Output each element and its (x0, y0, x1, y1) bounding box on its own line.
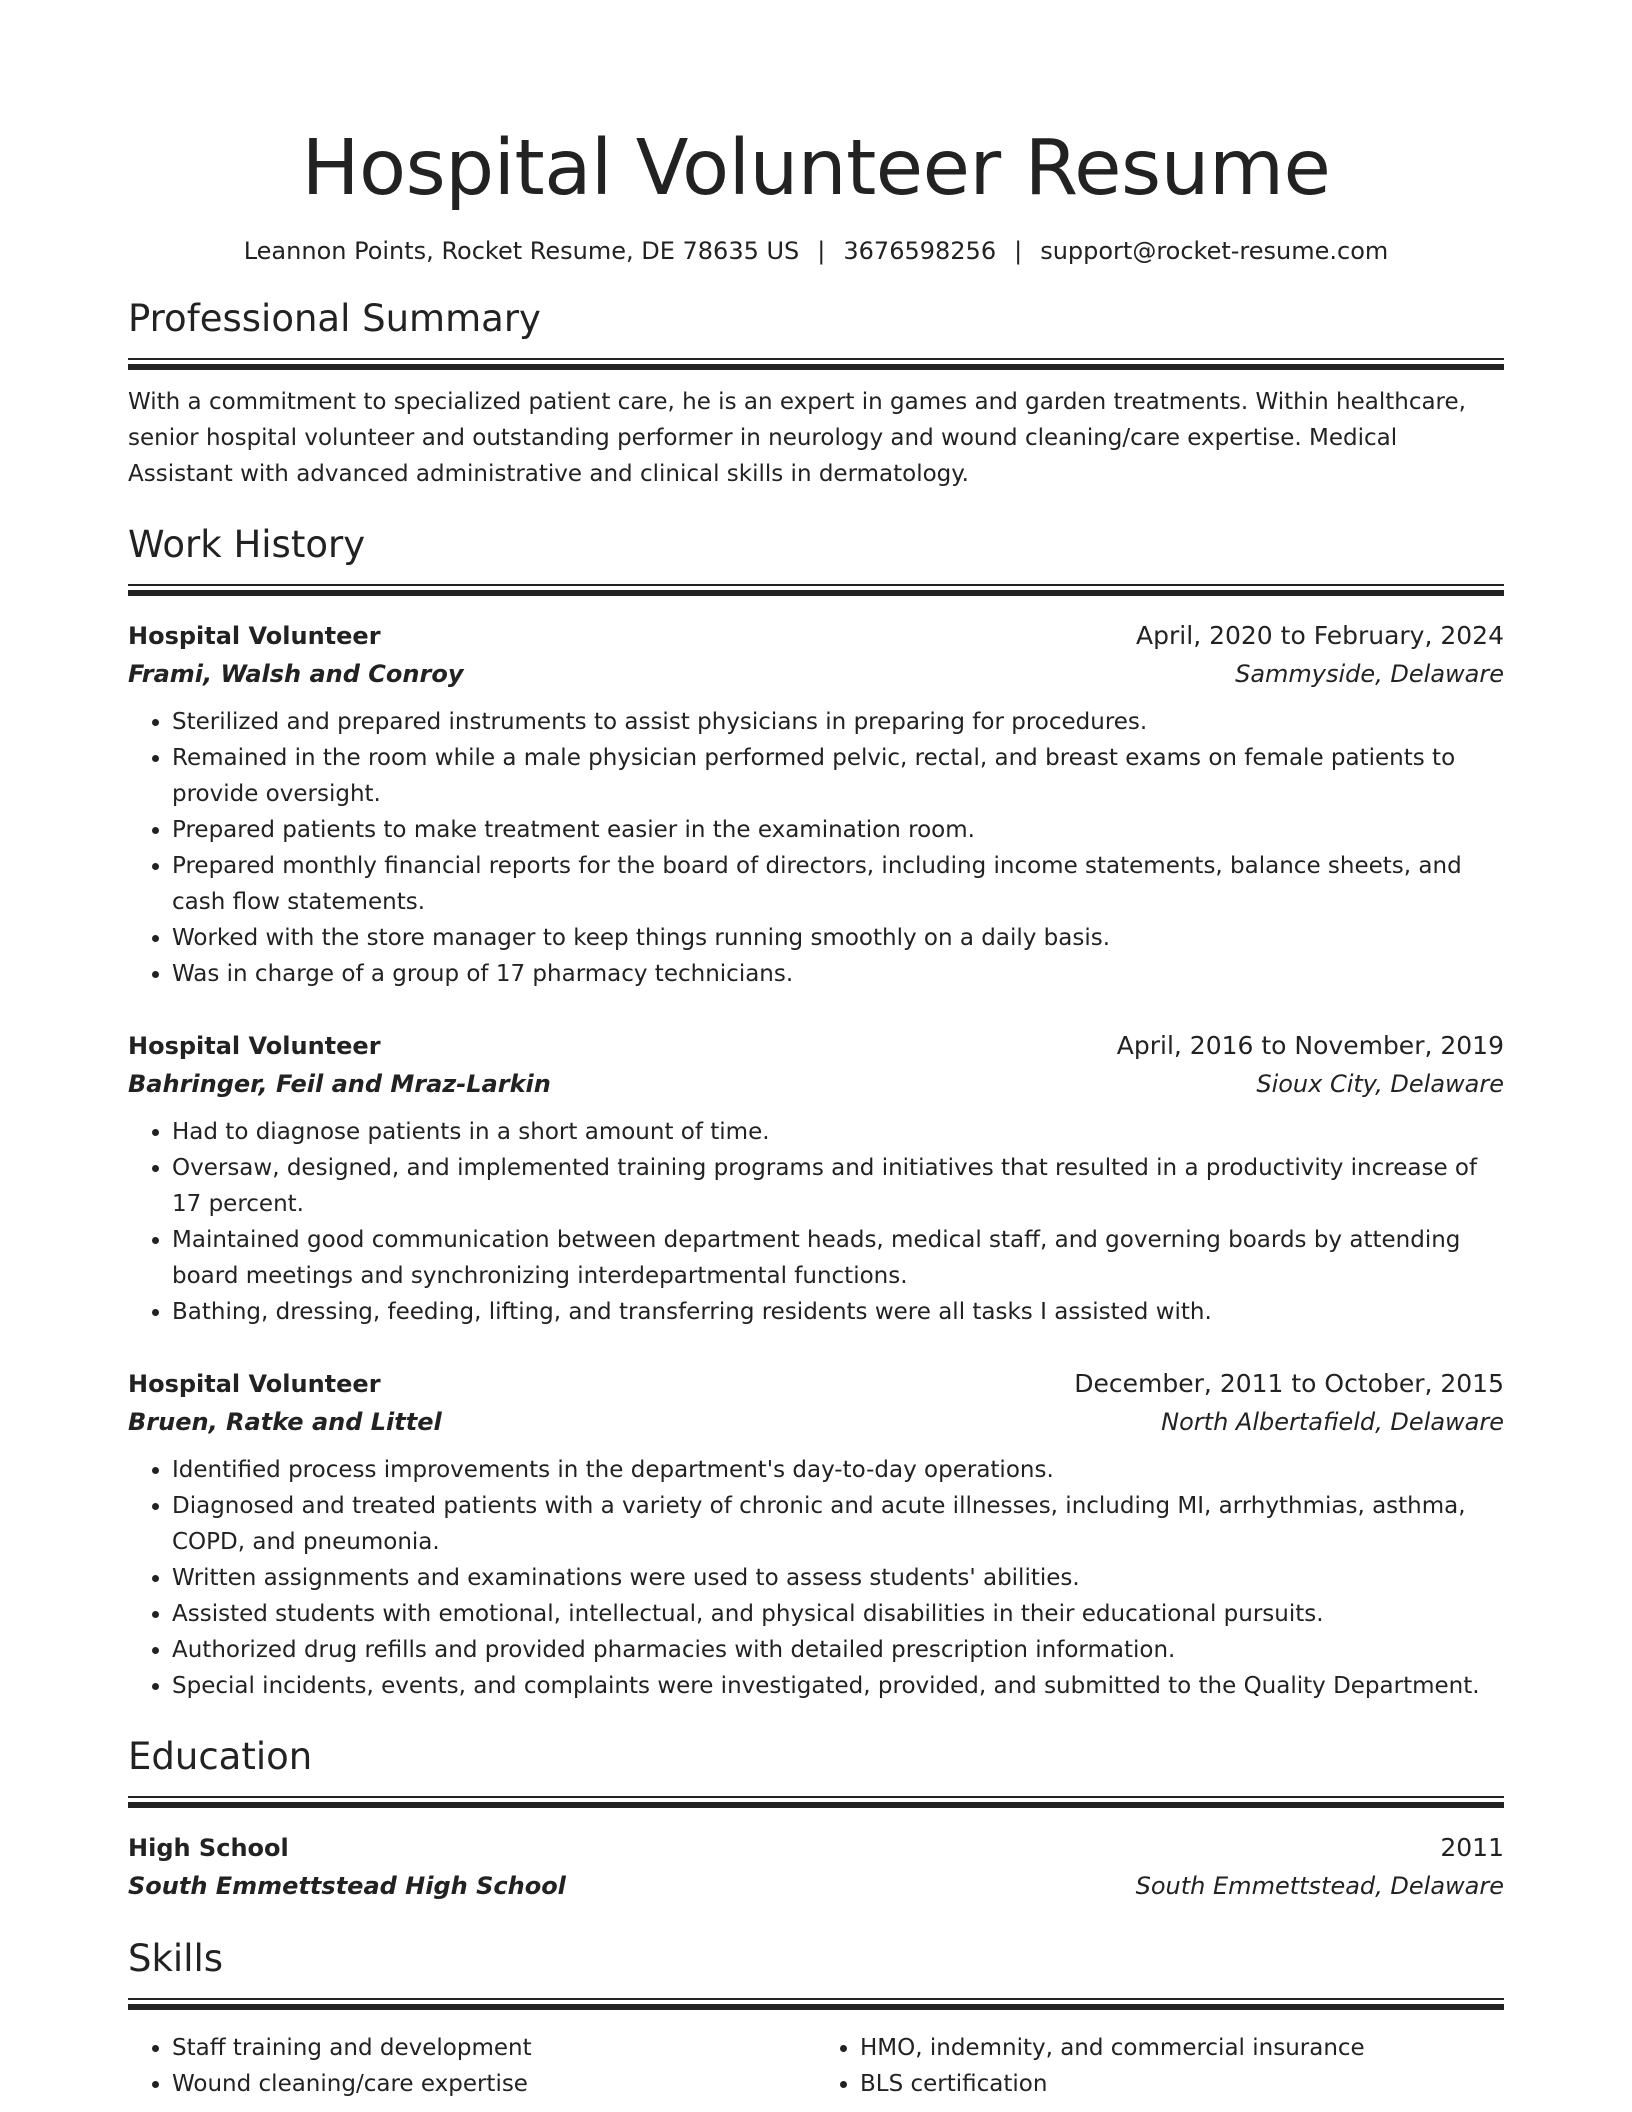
job-entry (128, 1028, 1504, 1330)
section-divider (128, 358, 1504, 370)
job-dates: April, 2020 to February, 2024 (1136, 621, 1504, 650)
contact-separator: | (817, 237, 826, 265)
skills-column-right (816, 2030, 1504, 2102)
education-year: 2011 (1440, 1833, 1504, 1862)
education-location: South Emmettstead, Delaware (1135, 1872, 1504, 1900)
job-location: North Albertafield, Delaware (1161, 1408, 1504, 1436)
education-degree: High School (128, 1834, 289, 1862)
skill-item: • Staff training and development (172, 2030, 816, 2066)
skill-item: • Wound cleaning/care expertise (172, 2066, 816, 2102)
skills-list (128, 2030, 1504, 2102)
job-bullet: • Assisted students with emotional, intellectual, and physical disabilities in their educational pursuits. (172, 1596, 1504, 1632)
contact-line (128, 236, 1504, 266)
contact-email: support@rocket-resume.com (1040, 237, 1389, 265)
education-school: South Emmettstead High School (128, 1872, 566, 1900)
section-divider (128, 1796, 1504, 1808)
job-bullet: • Had to diagnose patients in a short amount of time. (172, 1114, 1504, 1150)
job-bullet: • Diagnosed and treated patients with a variety of chronic and acute illnesses, including MI, arrhythmias, asthma, COPD, and pneumonia. (172, 1488, 1504, 1560)
work-history-list (128, 618, 1504, 1704)
job-role: Hospital Volunteer (128, 1032, 381, 1060)
section-divider (128, 1998, 1504, 2010)
job-location: Sioux City, Delaware (1256, 1070, 1504, 1098)
contact-phone: 3676598256 (843, 237, 997, 265)
skills-column-left (128, 2030, 816, 2102)
job-bullet: • Was in charge of a group of 17 pharmacy technicians. (172, 956, 1504, 992)
job-role: Hospital Volunteer (128, 622, 381, 650)
job-bullets (128, 1114, 1504, 1330)
job-bullet: • Written assignments and examinations were used to assess students' abilities. (172, 1560, 1504, 1596)
skill-item: • BLS certification (860, 2066, 1504, 2102)
job-dates: April, 2016 to November, 2019 (1116, 1031, 1504, 1060)
section-heading-education: Education (128, 1735, 313, 1778)
job-bullet: • Prepared monthly financial reports for the board of directors, including income statements, balance sheets, and cash flow statements. (172, 848, 1504, 920)
job-entry (128, 1366, 1504, 1704)
education-entry (128, 1830, 1504, 1906)
contact-address: Leannon Points, Rocket Resume, DE 78635 US (243, 237, 800, 265)
skill-item: • HMO, indemnity, and commercial insurance (860, 2030, 1504, 2066)
job-bullet: • Authorized drug refills and provided pharmacies with detailed prescription information. (172, 1632, 1504, 1668)
job-bullets (128, 704, 1504, 992)
job-bullet: • Identified process improvements in the department's day-to-day operations. (172, 1452, 1504, 1488)
job-dates: December, 2011 to October, 2015 (1074, 1369, 1504, 1398)
job-bullet: • Sterilized and prepared instruments to assist physicians in preparing for procedures. (172, 704, 1504, 740)
summary-text: With a commitment to specialized patient care, he is an expert in games and garden treatments. Within healthcare, senior hospital volunteer and outstanding performer in neurology and wound cleaning/care expertise. Medical Assistant with advanced administrative and clinical skills in dermatology. (128, 389, 1466, 487)
job-company: Bahringer, Feil and Mraz-Larkin (128, 1070, 551, 1098)
job-company: Bruen, Ratke and Littel (128, 1408, 442, 1436)
section-divider (128, 584, 1504, 596)
job-bullet: • Oversaw, designed, and implemented training programs and initiatives that resulted in a productivity increase of 17 percent. (172, 1150, 1504, 1222)
job-bullet: • Special incidents, events, and complaints were investigated, provided, and submitted to the Quality Department. (172, 1668, 1504, 1704)
section-heading-work: Work History (128, 523, 366, 566)
section-heading-summary: Professional Summary (128, 297, 541, 340)
job-role: Hospital Volunteer (128, 1370, 381, 1398)
job-bullet: • Bathing, dressing, feeding, lifting, and transferring residents were all tasks I assisted with. (172, 1294, 1504, 1330)
job-bullet: • Remained in the room while a male physician performed pelvic, rectal, and breast exams on female patients to provide oversight. (172, 740, 1504, 812)
job-entry (128, 618, 1504, 992)
job-bullet: • Worked with the store manager to keep things running smoothly on a daily basis. (172, 920, 1504, 956)
contact-separator: | (1014, 237, 1023, 265)
job-company: Frami, Walsh and Conroy (128, 660, 464, 688)
job-bullets (128, 1452, 1504, 1704)
job-location: Sammyside, Delaware (1235, 660, 1504, 688)
job-bullet: • Prepared patients to make treatment easier in the examination room. (172, 812, 1504, 848)
job-bullet: • Maintained good communication between department heads, medical staff, and governing boards by attending board meetings and synchronizing interdepartmental functions. (172, 1222, 1504, 1294)
section-heading-skills: Skills (128, 1937, 224, 1980)
resume-title: Hospital Volunteer Resume (301, 124, 1331, 213)
